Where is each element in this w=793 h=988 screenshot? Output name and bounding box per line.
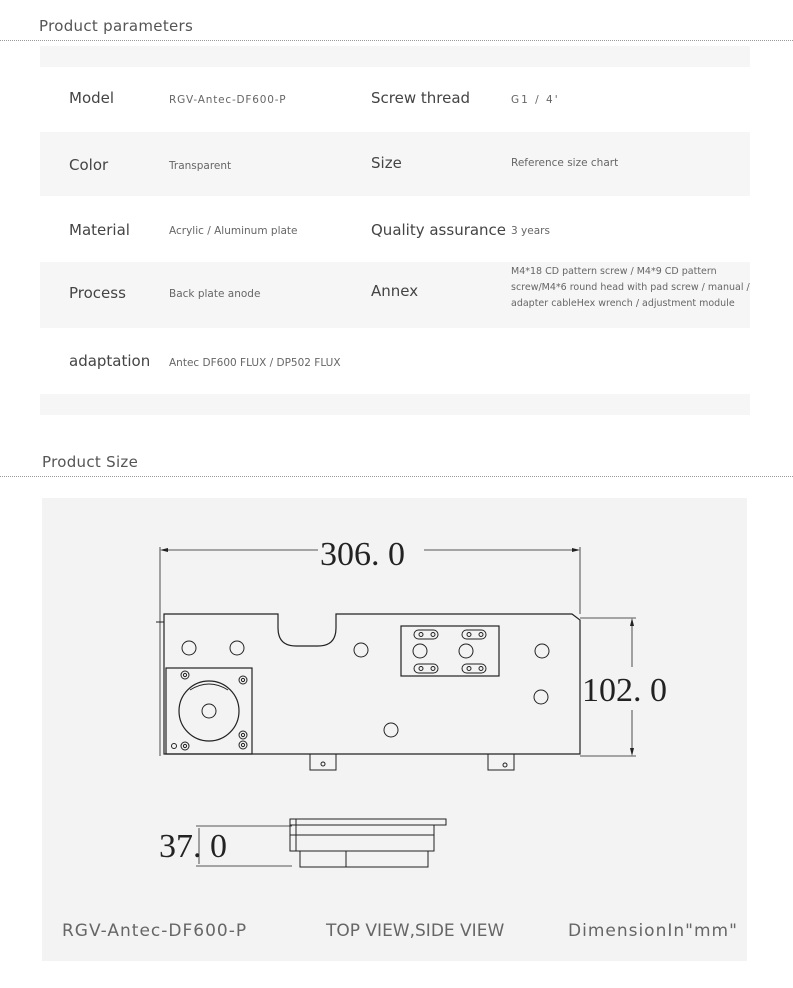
material-value: Acrylic / Aluminum plate [169, 225, 298, 237]
process-label: Process [69, 284, 126, 302]
size-label: Size [371, 154, 402, 172]
port-slot [414, 630, 438, 639]
model-label: Model [69, 89, 115, 107]
port-hole [459, 644, 473, 658]
pump-hub [202, 704, 216, 718]
plate-outline [164, 614, 580, 754]
screw-thread-value: G1 / 4' [511, 94, 560, 106]
mount-hole [354, 643, 368, 657]
annex-value: M4*18 CD pattern screw / M4*9 CD pattern screw/M4*6 round head with pad screw / manual / adapter cableHex wrench / adjustment module [511, 266, 750, 309]
adaptation-label: adaptation [69, 352, 151, 370]
dim-arrow [572, 548, 580, 552]
model-value: RGV-Antec-DF600-P [169, 94, 287, 106]
quality-assurance-label: Quality assurance [371, 221, 507, 239]
drawing-units-caption: DimensionIn"mm" [568, 921, 738, 941]
adaptation-value: Antec DF600 FLUX / DP502 FLUX [169, 357, 341, 369]
screw-hole [181, 742, 189, 750]
screw-hole [181, 671, 189, 679]
depth-dimension-label: 37. 0 [159, 828, 227, 865]
dim-arrow [630, 748, 634, 756]
side-view-layer [290, 825, 434, 835]
screw-thread-label: Screw thread [371, 89, 471, 107]
mount-hole [534, 690, 548, 704]
side-view-plate [290, 819, 446, 825]
drawing-model-caption: RGV-Antec-DF600-P [62, 921, 248, 941]
mount-hole [182, 641, 196, 655]
mount-hole [230, 641, 244, 655]
screw-hole [321, 762, 325, 766]
dim-arrow [160, 548, 168, 552]
port-block [401, 626, 499, 676]
material-label: Material [69, 221, 130, 239]
mount-hole [535, 644, 549, 658]
plate-tab [488, 754, 514, 770]
width-dimension-label: 306. 0 [320, 536, 405, 573]
pump-rotor [179, 681, 239, 741]
screw-hole [503, 763, 507, 767]
section-title-size: Product Size [42, 453, 139, 471]
port-slot [414, 664, 438, 673]
section-title-parameters: Product parameters [39, 17, 194, 35]
drawing-views-caption: TOP VIEW,SIDE VIEW [326, 921, 505, 941]
screw-hole [239, 741, 247, 749]
side-view-layer [290, 835, 434, 851]
annex-label: Annex [371, 282, 419, 300]
screw-hole [239, 731, 247, 739]
side-view-layer [300, 851, 428, 867]
quality-assurance-value: 3 years [511, 225, 550, 237]
height-dimension-label: 102. 0 [582, 672, 667, 709]
color-value: Transparent [169, 160, 232, 172]
mount-hole [384, 723, 398, 737]
screw-hole [172, 744, 177, 749]
port-hole [413, 644, 427, 658]
pump-arc [190, 684, 228, 690]
port-slot [462, 664, 486, 673]
port-slot [462, 630, 486, 639]
process-value: Back plate anode [169, 288, 261, 300]
size-value: Reference size chart [511, 157, 619, 169]
dim-arrow [630, 618, 634, 626]
screw-hole [239, 676, 247, 684]
color-label: Color [69, 156, 109, 174]
